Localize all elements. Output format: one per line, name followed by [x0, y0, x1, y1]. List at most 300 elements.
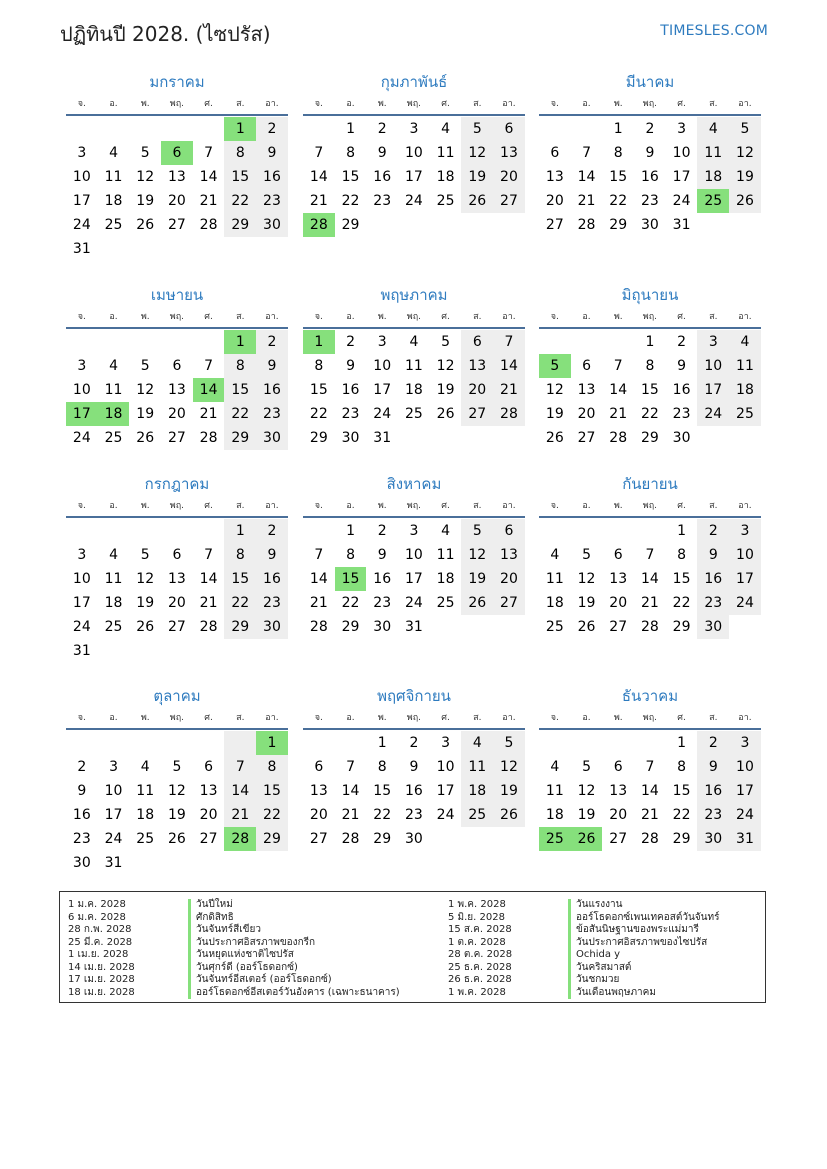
- day-cell: 1: [346, 121, 355, 137]
- day-cell: 24: [404, 595, 423, 611]
- day-cell: 22: [640, 406, 659, 422]
- weekday-header: [303, 708, 525, 730]
- brand-link[interactable]: TIMESLES.COM: [660, 23, 768, 39]
- month-block: [303, 70, 525, 237]
- day-cell: 4: [109, 547, 118, 563]
- month-block: [539, 283, 761, 450]
- weekday-label: อา.: [738, 501, 752, 511]
- day-cell: 31: [672, 217, 691, 233]
- empty-cell: [602, 731, 634, 755]
- day-cell: 24: [729, 591, 761, 615]
- day-cell: 25: [545, 619, 564, 635]
- legend-column-left: [68, 899, 400, 999]
- day-cell: 29: [341, 619, 360, 635]
- day-cell: 2: [677, 334, 687, 350]
- weekday-label: พ.: [140, 99, 150, 109]
- weekday-label: อา.: [502, 713, 516, 723]
- weekday-label: ส.: [473, 501, 482, 511]
- day-cell: 13: [493, 543, 525, 567]
- day-cell: 26: [461, 591, 493, 615]
- day-cell: 24: [404, 193, 423, 209]
- weekday-label: พ.: [377, 312, 387, 322]
- weekday-label: พฤ.: [406, 99, 422, 109]
- day-cell: 17: [729, 779, 761, 803]
- day-cell: 14: [640, 783, 659, 799]
- day-cell: 30: [256, 426, 288, 450]
- day-grid: [539, 329, 761, 450]
- day-cell: 10: [72, 571, 91, 587]
- day-cell: 6: [613, 547, 623, 563]
- day-cell: 30: [697, 615, 729, 639]
- empty-cell: [193, 731, 225, 755]
- holiday-name: ออร์โธดอกซ์อีสเตอร์วันอังคาร (เฉพาะธนาคาร): [188, 987, 400, 1000]
- day-cell: 25: [436, 193, 455, 209]
- day-cell: 22: [672, 807, 691, 823]
- day-cell: 16: [373, 169, 392, 185]
- day-cell: 15: [341, 169, 360, 185]
- day-cell: 23: [404, 807, 423, 823]
- weekday-label: พ.: [140, 713, 150, 723]
- holiday-date: 25 มี.ค. 2028: [68, 936, 133, 948]
- weekday-label: พ.: [613, 501, 623, 511]
- day-cell: 15: [640, 382, 659, 398]
- holiday-date: 14 เม.ย. 2028: [68, 961, 135, 973]
- weekday-header: [539, 307, 761, 329]
- day-cell: 17: [697, 378, 729, 402]
- day-cell: 1: [677, 735, 687, 751]
- weekday-label: จ.: [77, 501, 86, 511]
- weekday-label: อ.: [109, 713, 118, 723]
- page-title: ปฏิทินปี 2028. (ไซปรัส): [60, 22, 271, 46]
- holiday-name: ข้อสันนิษฐานของพระแม่มารี: [568, 924, 699, 937]
- day-cell: 4: [550, 759, 560, 775]
- empty-cell: [335, 731, 367, 755]
- day-cell: 17: [373, 382, 392, 398]
- legend-row: [68, 937, 400, 950]
- day-cell: 20: [577, 406, 596, 422]
- day-cell: 6: [172, 547, 182, 563]
- day-cell: 12: [136, 382, 155, 398]
- day-cell: 5: [582, 759, 591, 775]
- holiday-legend: [59, 891, 766, 1003]
- empty-cell: [634, 519, 666, 543]
- day-cell: 13: [545, 169, 564, 185]
- holiday-name: วันหยุดแห่งชาติไซปรัส: [188, 949, 294, 962]
- legend-row: [448, 924, 719, 937]
- weekday-label: อ.: [109, 501, 118, 511]
- holiday-name: วันประกาศอิสรภาพของไซปรัส: [568, 937, 707, 950]
- holiday-day: 1: [303, 330, 335, 354]
- day-cell: 12: [136, 169, 155, 185]
- weekday-label: อา.: [502, 99, 516, 109]
- day-cell: 18: [136, 807, 155, 823]
- weekday-label: ส.: [709, 312, 718, 322]
- day-cell: 13: [167, 382, 186, 398]
- day-cell: 5: [140, 145, 150, 161]
- day-cell: 17: [104, 807, 123, 823]
- weekday-label: พ.: [613, 99, 623, 109]
- holiday-name: วันคริสมาสต์: [568, 962, 631, 975]
- holiday-name: Ochida y: [568, 949, 620, 962]
- weekday-label: อา.: [265, 501, 279, 511]
- day-cell: 22: [256, 803, 288, 827]
- legend-row: [448, 949, 719, 962]
- holiday-day: 25: [539, 827, 571, 851]
- day-cell: 5: [729, 117, 761, 141]
- holiday-name: วันจันทร์สีเขียว: [188, 924, 261, 937]
- month-block: [539, 70, 761, 237]
- weekday-label: ศ.: [677, 713, 686, 723]
- day-cell: 30: [697, 827, 729, 851]
- month-block: [66, 283, 288, 450]
- day-cell: 22: [224, 402, 256, 426]
- day-cell: 20: [309, 807, 328, 823]
- day-cell: 26: [136, 619, 155, 635]
- empty-cell: [98, 117, 130, 141]
- day-cell: 14: [309, 169, 328, 185]
- day-cell: 26: [136, 217, 155, 233]
- weekday-label: ศ.: [677, 501, 686, 511]
- day-cell: 10: [104, 783, 123, 799]
- day-cell: 3: [409, 121, 419, 137]
- weekday-label: พฤ.: [642, 501, 658, 511]
- day-cell: 9: [377, 145, 387, 161]
- day-cell: 18: [104, 595, 123, 611]
- empty-cell: [129, 731, 161, 755]
- day-cell: 18: [436, 571, 455, 587]
- day-cell: 29: [373, 831, 392, 847]
- day-cell: 1: [346, 523, 355, 539]
- weekday-label: จ.: [77, 312, 86, 322]
- day-cell: 11: [545, 571, 564, 587]
- month-block: [66, 684, 288, 875]
- empty-cell: [571, 519, 603, 543]
- day-cell: 30: [640, 217, 659, 233]
- day-cell: 9: [346, 358, 355, 374]
- day-cell: 5: [493, 731, 525, 755]
- day-cell: 2: [409, 735, 419, 751]
- day-cell: 3: [377, 334, 387, 350]
- day-cell: 23: [697, 803, 729, 827]
- weekday-label: พฤ.: [406, 713, 422, 723]
- day-cell: 22: [309, 406, 328, 422]
- weekday-label: อา.: [738, 713, 752, 723]
- holiday-day: 28: [303, 213, 335, 237]
- day-cell: 30: [72, 855, 91, 871]
- day-cell: 14: [577, 169, 596, 185]
- empty-cell: [66, 731, 98, 755]
- day-cell: 3: [697, 330, 729, 354]
- day-cell: 4: [441, 121, 451, 137]
- day-cell: 3: [77, 547, 87, 563]
- holiday-day: 17: [66, 402, 98, 426]
- weekday-label: ศ.: [677, 99, 686, 109]
- legend-row: [68, 924, 400, 937]
- day-cell: 11: [729, 354, 761, 378]
- weekday-label: อ.: [109, 99, 118, 109]
- empty-cell: [98, 731, 130, 755]
- day-cell: 16: [640, 169, 659, 185]
- weekday-label: อ.: [582, 501, 591, 511]
- weekday-label: ส.: [473, 713, 482, 723]
- day-cell: 14: [341, 783, 360, 799]
- day-cell: 22: [224, 591, 256, 615]
- weekday-label: จ.: [550, 99, 559, 109]
- day-cell: 11: [104, 571, 123, 587]
- day-cell: 17: [729, 567, 761, 591]
- day-cell: 15: [224, 378, 256, 402]
- day-cell: 1: [645, 334, 655, 350]
- weekday-header: [303, 307, 525, 329]
- weekday-label: ศ.: [441, 501, 450, 511]
- day-cell: 9: [377, 547, 387, 563]
- day-cell: 19: [461, 567, 493, 591]
- empty-cell: [539, 117, 571, 141]
- day-cell: 16: [256, 567, 288, 591]
- day-cell: 21: [493, 378, 525, 402]
- day-cell: 24: [729, 803, 761, 827]
- weekday-label: อา.: [502, 501, 516, 511]
- day-cell: 18: [461, 779, 493, 803]
- day-cell: 2: [256, 117, 288, 141]
- legend-row: [68, 962, 400, 975]
- day-cell: 8: [224, 543, 256, 567]
- day-cell: 31: [72, 241, 91, 257]
- day-cell: 7: [314, 145, 324, 161]
- holiday-day: 1: [224, 330, 256, 354]
- day-cell: 20: [167, 406, 186, 422]
- day-cell: 27: [167, 430, 186, 446]
- empty-cell: [129, 330, 161, 354]
- day-cell: 27: [461, 402, 493, 426]
- day-cell: 25: [436, 595, 455, 611]
- day-cell: 12: [436, 358, 455, 374]
- day-cell: 31: [104, 855, 123, 871]
- day-cell: 8: [224, 354, 256, 378]
- month-name: มีนาคม: [625, 73, 675, 91]
- empty-cell: [193, 519, 225, 543]
- day-cell: 5: [582, 547, 591, 563]
- day-cell: 4: [109, 145, 118, 161]
- empty-cell: [602, 519, 634, 543]
- day-cell: 10: [373, 358, 392, 374]
- day-cell: 8: [377, 759, 387, 775]
- day-cell: 26: [136, 430, 155, 446]
- month-name: สิงหาคม: [386, 475, 442, 493]
- legend-row: [448, 987, 719, 1000]
- legend-row: [68, 974, 400, 987]
- day-cell: 23: [640, 193, 659, 209]
- holiday-date: 6 ม.ค. 2028: [68, 911, 126, 923]
- day-cell: 21: [609, 406, 628, 422]
- day-cell: 15: [672, 571, 691, 587]
- month-name: กุมภาพันธ์: [380, 73, 448, 91]
- day-cell: 7: [224, 755, 256, 779]
- weekday-label: จ.: [550, 713, 559, 723]
- day-cell: 26: [545, 430, 564, 446]
- weekday-header: [66, 708, 288, 730]
- day-cell: 27: [493, 591, 525, 615]
- day-cell: 1: [224, 519, 256, 543]
- day-cell: 4: [409, 334, 419, 350]
- day-cell: 20: [609, 807, 628, 823]
- day-cell: 21: [309, 595, 328, 611]
- day-cell: 21: [199, 595, 218, 611]
- holiday-day: 1: [224, 117, 256, 141]
- day-cell: 17: [72, 595, 91, 611]
- day-cell: 8: [224, 141, 256, 165]
- empty-cell: [539, 330, 571, 354]
- day-cell: 16: [256, 378, 288, 402]
- holiday-day: 18: [98, 402, 130, 426]
- weekday-label: พฤ.: [169, 99, 185, 109]
- holiday-name: วันแรงงาน: [568, 899, 622, 912]
- empty-cell: [98, 330, 130, 354]
- day-cell: 9: [409, 759, 419, 775]
- empty-cell: [161, 330, 193, 354]
- day-cell: 21: [224, 803, 256, 827]
- weekday-label: จ.: [550, 501, 559, 511]
- month-name: มิถุนายน: [621, 286, 679, 304]
- day-cell: 5: [140, 547, 150, 563]
- day-cell: 2: [645, 121, 655, 137]
- day-cell: 24: [104, 831, 123, 847]
- day-cell: 22: [341, 595, 360, 611]
- day-cell: 15: [309, 382, 328, 398]
- day-cell: 13: [609, 571, 628, 587]
- day-cell: 14: [493, 354, 525, 378]
- day-cell: 11: [104, 169, 123, 185]
- holiday-date: 5 มิ.ย. 2028: [448, 911, 505, 923]
- day-cell: 15: [256, 779, 288, 803]
- day-cell: 28: [577, 217, 596, 233]
- day-cell: 5: [172, 759, 182, 775]
- holiday-name: ศักดิสิทธิ: [188, 912, 234, 925]
- day-cell: 20: [461, 378, 493, 402]
- day-cell: 30: [404, 831, 423, 847]
- day-cell: 7: [493, 330, 525, 354]
- day-cell: 28: [199, 217, 218, 233]
- month-block: [66, 472, 288, 663]
- day-cell: 26: [577, 619, 596, 635]
- day-cell: 19: [136, 193, 155, 209]
- day-grid: [66, 730, 288, 875]
- day-cell: 3: [77, 145, 87, 161]
- holiday-day: 25: [697, 189, 729, 213]
- day-cell: 22: [341, 193, 360, 209]
- day-cell: 2: [77, 759, 87, 775]
- day-cell: 12: [167, 783, 186, 799]
- day-cell: 21: [577, 193, 596, 209]
- day-cell: 19: [577, 595, 596, 611]
- holiday-date: 28 ก.พ. 2028: [68, 924, 132, 935]
- weekday-label: พ.: [377, 99, 387, 109]
- day-grid: [539, 116, 761, 237]
- day-cell: 23: [672, 406, 691, 422]
- day-grid: [539, 518, 761, 639]
- day-cell: 19: [577, 807, 596, 823]
- day-cell: 9: [697, 543, 729, 567]
- day-cell: 7: [645, 547, 655, 563]
- day-cell: 5: [140, 358, 150, 374]
- day-grid: [539, 730, 761, 851]
- day-cell: 9: [697, 755, 729, 779]
- day-cell: 24: [697, 402, 729, 426]
- month-name: กันยายน: [622, 475, 678, 493]
- legend-row: [448, 962, 719, 975]
- weekday-label: อา.: [265, 713, 279, 723]
- weekday-label: ส.: [236, 501, 245, 511]
- weekday-label: พ.: [613, 312, 623, 322]
- holiday-day: 15: [335, 567, 367, 591]
- empty-cell: [98, 519, 130, 543]
- day-cell: 11: [436, 547, 455, 563]
- day-cell: 24: [373, 406, 392, 422]
- day-cell: 19: [493, 779, 525, 803]
- day-cell: 3: [109, 759, 118, 775]
- weekday-label: ศ.: [441, 99, 450, 109]
- day-cell: 7: [204, 145, 214, 161]
- weekday-label: ส.: [709, 501, 718, 511]
- weekday-label: ศ.: [204, 312, 213, 322]
- day-cell: 22: [373, 807, 392, 823]
- holiday-name: วันจันทร์อีสเตอร์ (ออร์โธดอกซ์): [188, 974, 332, 987]
- day-cell: 27: [167, 217, 186, 233]
- day-cell: 9: [677, 358, 687, 374]
- weekday-label: อ.: [346, 99, 355, 109]
- month-name: เมษายน: [150, 286, 204, 304]
- day-cell: 23: [697, 591, 729, 615]
- day-cell: 7: [645, 759, 655, 775]
- weekday-label: อา.: [265, 312, 279, 322]
- day-cell: 9: [77, 783, 87, 799]
- day-cell: 25: [104, 217, 123, 233]
- day-cell: 27: [167, 619, 186, 635]
- day-cell: 21: [341, 807, 360, 823]
- day-cell: 19: [136, 595, 155, 611]
- holiday-day: 26: [571, 827, 603, 851]
- holiday-date: 25 ธ.ค. 2028: [448, 961, 512, 973]
- day-cell: 24: [436, 807, 455, 823]
- day-cell: 4: [140, 759, 150, 775]
- day-cell: 17: [436, 783, 455, 799]
- day-cell: 7: [582, 145, 591, 161]
- day-cell: 8: [677, 547, 687, 563]
- day-cell: 12: [493, 755, 525, 779]
- empty-cell: [66, 519, 98, 543]
- day-cell: 24: [72, 619, 91, 635]
- day-cell: 2: [256, 519, 288, 543]
- weekday-label: พฤ.: [642, 312, 658, 322]
- day-cell: 11: [697, 141, 729, 165]
- legend-row: [448, 974, 719, 987]
- day-cell: 10: [672, 145, 691, 161]
- month-name: ตุลาคม: [153, 687, 201, 705]
- empty-cell: [602, 330, 634, 354]
- weekday-label: พ.: [377, 501, 387, 511]
- day-cell: 25: [404, 406, 423, 422]
- holiday-date: 1 พ.ค. 2028: [448, 899, 506, 910]
- day-cell: 13: [577, 382, 596, 398]
- day-cell: 24: [72, 430, 91, 446]
- empty-cell: [571, 731, 603, 755]
- weekday-label: จ.: [314, 713, 323, 723]
- weekday-header: [66, 496, 288, 518]
- day-cell: 17: [72, 193, 91, 209]
- weekday-label: ศ.: [441, 312, 450, 322]
- day-cell: 5: [461, 519, 493, 543]
- empty-cell: [129, 117, 161, 141]
